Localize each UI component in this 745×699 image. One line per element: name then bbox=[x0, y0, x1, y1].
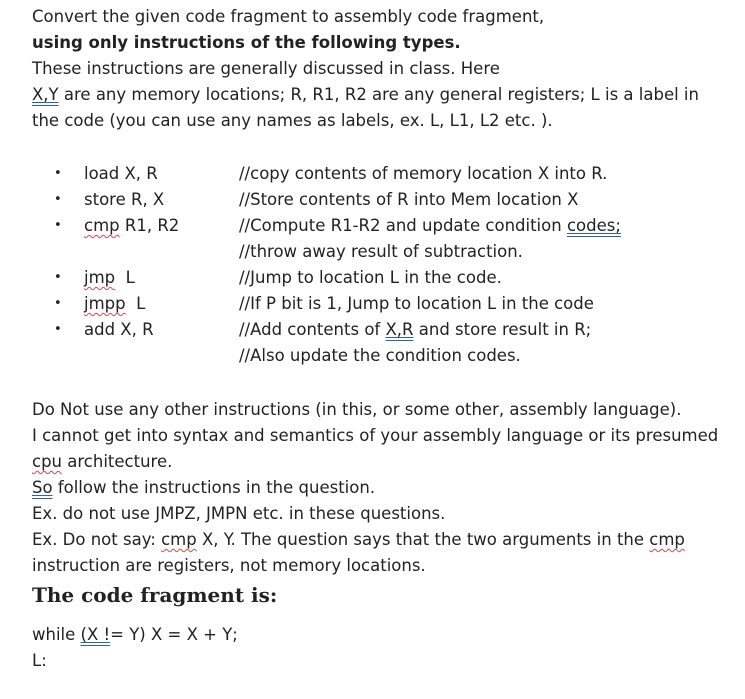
comment-add bbox=[239, 319, 591, 341]
code-condition: (X ! bbox=[80, 625, 111, 644]
comment-store: //Store contents of R into Mem location X bbox=[239, 190, 579, 209]
instr-args: L bbox=[115, 268, 135, 287]
instr-keyword: jmpp bbox=[84, 294, 126, 313]
intro-line-5: the code (you can use any names as labels, ex. L, L1, L2 etc. ). bbox=[32, 111, 553, 130]
cpu-term: cpu bbox=[32, 452, 63, 471]
intro-line-1: Convert the given code fragment to assembly code fragment, bbox=[32, 7, 545, 26]
comment-cmp bbox=[239, 215, 621, 237]
comment-text: //Add contents of bbox=[239, 320, 386, 339]
intro-line-4 bbox=[32, 84, 699, 106]
bullet-icon: • bbox=[54, 166, 62, 181]
instr-text: store R, X bbox=[84, 190, 165, 209]
comment-term: codes; bbox=[566, 216, 621, 235]
instr-keyword: cmp bbox=[84, 216, 120, 235]
instr-store bbox=[84, 189, 164, 211]
comment-jmp: //Jump to location L in the code. bbox=[239, 268, 502, 287]
bullet-icon: • bbox=[54, 218, 62, 233]
bullet-icon: • bbox=[54, 270, 62, 285]
comment-load: //copy contents of memory location X into R. bbox=[239, 164, 608, 183]
rules-line-3 bbox=[32, 451, 172, 473]
instr-jmpp bbox=[84, 293, 145, 315]
rules-text: X, Y. The question says that the two arguments in the bbox=[196, 530, 650, 549]
code-rest: = Y) X = X + Y; bbox=[110, 625, 238, 644]
bullet-icon: • bbox=[54, 192, 62, 207]
rules-line-4-rest: follow the instructions in the question. bbox=[52, 478, 376, 497]
instr-keyword: jmp bbox=[84, 268, 116, 287]
rules-line-7: instruction are registers, not memory locations. bbox=[32, 556, 426, 575]
rules-line-5: Ex. do not use JMPZ, JMPN etc. in these questions. bbox=[32, 504, 446, 523]
bullet-icon: • bbox=[54, 296, 62, 311]
so-term: So bbox=[32, 478, 53, 497]
intro-line-3: These instructions are generally discussed in class. Here bbox=[32, 59, 500, 78]
rules-line-3-rest: architecture. bbox=[62, 452, 173, 471]
code-label: L: bbox=[32, 651, 47, 670]
instr-cmp bbox=[84, 215, 179, 237]
instr-load bbox=[84, 163, 158, 185]
comment-text: //Compute R1-R2 and update condition bbox=[239, 216, 567, 235]
bullet-icon: • bbox=[54, 322, 62, 337]
rules-line-2: I cannot get into syntax and semantics of your assembly language or its presumed bbox=[32, 426, 719, 445]
comment-text: and store result in R; bbox=[413, 320, 592, 339]
code-keyword: while bbox=[32, 625, 81, 644]
rules-line-6 bbox=[32, 529, 685, 551]
cmp-term: cmp bbox=[649, 530, 685, 549]
instr-args: L bbox=[125, 294, 146, 313]
code-line bbox=[32, 624, 238, 646]
rules-text: Ex. Do not say: bbox=[32, 530, 162, 549]
cmp-term: cmp bbox=[161, 530, 197, 549]
comment-term: X,R bbox=[385, 320, 414, 339]
comment-cmp-continued: //throw away result of subtraction. bbox=[239, 242, 523, 261]
instr-add: add X, R bbox=[84, 320, 154, 339]
xy-term: X,Y bbox=[32, 85, 59, 104]
instr-args: R1, R2 bbox=[119, 216, 180, 235]
comment-add-continued: //Also update the condition codes. bbox=[239, 346, 521, 365]
intro-line-2: using only instructions of the following types. bbox=[32, 33, 461, 52]
rules-line-1: Do Not use any other instructions (in this, or some other, assembly language). bbox=[32, 400, 682, 419]
rules-line-4 bbox=[32, 477, 375, 499]
intro-line-4-rest: are any memory locations; R, R1, R2 are any general registers; L is a label in bbox=[58, 85, 699, 104]
instr-text: load X, R bbox=[84, 164, 158, 183]
comment-jmpp: //If P bit is 1, Jump to location L in the code bbox=[239, 294, 594, 313]
instr-jmp bbox=[84, 267, 135, 289]
fragment-heading: The code fragment is: bbox=[32, 583, 278, 607]
